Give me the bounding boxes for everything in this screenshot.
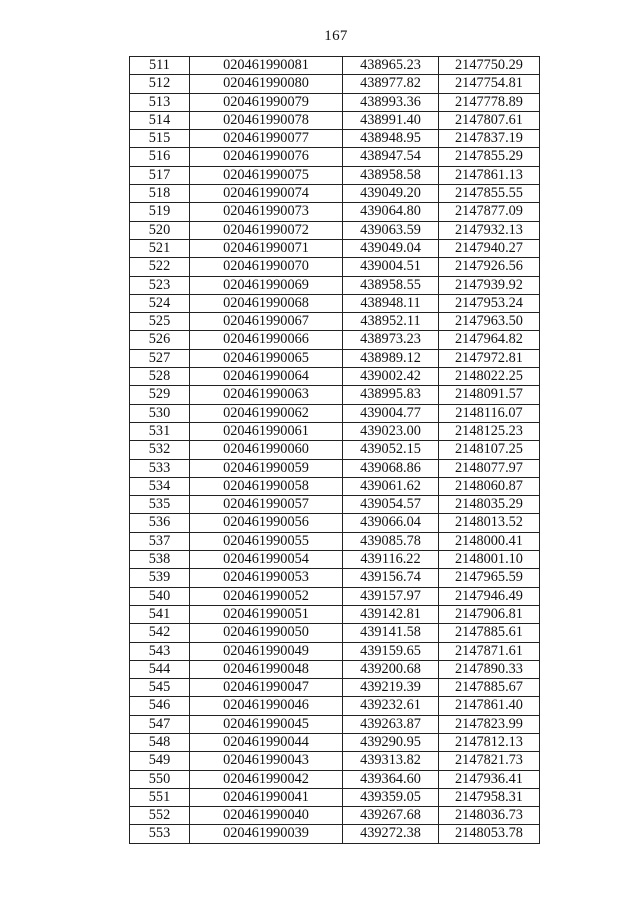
- table-row: [130, 130, 540, 148]
- point-number-cell: 515: [130, 130, 190, 148]
- point-code-cell: 020461990074: [190, 185, 343, 203]
- point-code-cell: 020461990068: [190, 294, 343, 312]
- point-code-cell: 020461990070: [190, 258, 343, 276]
- point-number-cell: 543: [130, 642, 190, 660]
- table-row: [130, 404, 540, 422]
- table-row: [130, 57, 540, 75]
- table-row: [130, 294, 540, 312]
- x-coordinate-cell: 438958.55: [343, 276, 439, 294]
- table-row: [130, 221, 540, 239]
- point-number-cell: 552: [130, 807, 190, 825]
- point-code-cell: 020461990072: [190, 221, 343, 239]
- point-code-cell: 020461990045: [190, 715, 343, 733]
- point-code-cell: 020461990077: [190, 130, 343, 148]
- point-code-cell: 020461990069: [190, 276, 343, 294]
- x-coordinate-cell: 439200.68: [343, 660, 439, 678]
- x-coordinate-cell: 439142.81: [343, 605, 439, 623]
- table-row: [130, 75, 540, 93]
- point-code-cell: 020461990063: [190, 386, 343, 404]
- table-row: [130, 422, 540, 440]
- point-code-cell: 020461990065: [190, 349, 343, 367]
- table-row: [130, 477, 540, 495]
- point-number-cell: 523: [130, 276, 190, 294]
- point-number-cell: 513: [130, 93, 190, 111]
- y-coordinate-cell: 2147877.09: [439, 203, 540, 221]
- point-code-cell: 020461990060: [190, 441, 343, 459]
- point-number-cell: 538: [130, 551, 190, 569]
- point-code-cell: 020461990073: [190, 203, 343, 221]
- table-row: [130, 532, 540, 550]
- x-coordinate-cell: 438977.82: [343, 75, 439, 93]
- y-coordinate-cell: 2147932.13: [439, 221, 540, 239]
- point-number-cell: 534: [130, 477, 190, 495]
- y-coordinate-cell: 2148060.87: [439, 477, 540, 495]
- point-code-cell: 020461990048: [190, 660, 343, 678]
- point-number-cell: 529: [130, 386, 190, 404]
- table-row: [130, 697, 540, 715]
- table-row: [130, 514, 540, 532]
- point-number-cell: 551: [130, 788, 190, 806]
- point-number-cell: 518: [130, 185, 190, 203]
- table-row: [130, 349, 540, 367]
- x-coordinate-cell: 438952.11: [343, 313, 439, 331]
- table-row: [130, 148, 540, 166]
- table-row: [130, 368, 540, 386]
- x-coordinate-cell: 439052.15: [343, 441, 439, 459]
- x-coordinate-cell: 439023.00: [343, 422, 439, 440]
- table-row: [130, 715, 540, 733]
- point-code-cell: 020461990043: [190, 752, 343, 770]
- table-row: [130, 459, 540, 477]
- table-row: [130, 258, 540, 276]
- x-coordinate-cell: 439364.60: [343, 770, 439, 788]
- point-code-cell: 020461990080: [190, 75, 343, 93]
- table-row: [130, 386, 540, 404]
- y-coordinate-cell: 2147965.59: [439, 569, 540, 587]
- point-number-cell: 553: [130, 825, 190, 843]
- point-code-cell: 020461990078: [190, 111, 343, 129]
- table-row: [130, 496, 540, 514]
- point-number-cell: 542: [130, 624, 190, 642]
- point-code-cell: 020461990075: [190, 166, 343, 184]
- point-code-cell: 020461990051: [190, 605, 343, 623]
- y-coordinate-cell: 2148022.25: [439, 368, 540, 386]
- x-coordinate-cell: 438958.58: [343, 166, 439, 184]
- point-number-cell: 519: [130, 203, 190, 221]
- point-code-cell: 020461990044: [190, 733, 343, 751]
- point-code-cell: 020461990047: [190, 679, 343, 697]
- point-code-cell: 020461990079: [190, 93, 343, 111]
- y-coordinate-cell: 2148035.29: [439, 496, 540, 514]
- table-row: [130, 441, 540, 459]
- table-row: [130, 166, 540, 184]
- y-coordinate-cell: 2147861.40: [439, 697, 540, 715]
- y-coordinate-cell: 2147939.92: [439, 276, 540, 294]
- point-number-cell: 516: [130, 148, 190, 166]
- point-number-cell: 550: [130, 770, 190, 788]
- y-coordinate-cell: 2148091.57: [439, 386, 540, 404]
- point-number-cell: 545: [130, 679, 190, 697]
- y-coordinate-cell: 2147750.29: [439, 57, 540, 75]
- x-coordinate-cell: 439049.20: [343, 185, 439, 203]
- x-coordinate-cell: 439064.80: [343, 203, 439, 221]
- y-coordinate-cell: 2147946.49: [439, 587, 540, 605]
- x-coordinate-cell: 439359.05: [343, 788, 439, 806]
- y-coordinate-cell: 2148036.73: [439, 807, 540, 825]
- y-coordinate-cell: 2147953.24: [439, 294, 540, 312]
- point-code-cell: 020461990056: [190, 514, 343, 532]
- x-coordinate-cell: 439232.61: [343, 697, 439, 715]
- y-coordinate-cell: 2147855.29: [439, 148, 540, 166]
- point-code-cell: 020461990067: [190, 313, 343, 331]
- table-row: [130, 239, 540, 257]
- y-coordinate-cell: 2147885.61: [439, 624, 540, 642]
- point-number-cell: 527: [130, 349, 190, 367]
- y-coordinate-cell: 2148125.23: [439, 422, 540, 440]
- table-row: [130, 770, 540, 788]
- y-coordinate-cell: 2147936.41: [439, 770, 540, 788]
- point-number-cell: 548: [130, 733, 190, 751]
- y-coordinate-cell: 2148116.07: [439, 404, 540, 422]
- x-coordinate-cell: 439219.39: [343, 679, 439, 697]
- point-code-cell: 020461990059: [190, 459, 343, 477]
- y-coordinate-cell: 2147871.61: [439, 642, 540, 660]
- point-number-cell: 540: [130, 587, 190, 605]
- point-code-cell: 020461990076: [190, 148, 343, 166]
- table-row: [130, 624, 540, 642]
- point-code-cell: 020461990055: [190, 532, 343, 550]
- table-row: [130, 569, 540, 587]
- page-number: 167: [324, 28, 348, 44]
- point-number-cell: 525: [130, 313, 190, 331]
- table-row: [130, 313, 540, 331]
- x-coordinate-cell: 439004.51: [343, 258, 439, 276]
- point-number-cell: 517: [130, 166, 190, 184]
- y-coordinate-cell: 2147972.81: [439, 349, 540, 367]
- y-coordinate-cell: 2148001.10: [439, 551, 540, 569]
- x-coordinate-cell: 438973.23: [343, 331, 439, 349]
- point-number-cell: 532: [130, 441, 190, 459]
- x-coordinate-cell: 439085.78: [343, 532, 439, 550]
- x-coordinate-cell: 438948.11: [343, 294, 439, 312]
- x-coordinate-cell: 439159.65: [343, 642, 439, 660]
- point-code-cell: 020461990066: [190, 331, 343, 349]
- point-number-cell: 511: [130, 57, 190, 75]
- point-code-cell: 020461990057: [190, 496, 343, 514]
- point-number-cell: 520: [130, 221, 190, 239]
- point-number-cell: 528: [130, 368, 190, 386]
- x-coordinate-cell: 439267.68: [343, 807, 439, 825]
- point-code-cell: 020461990042: [190, 770, 343, 788]
- point-code-cell: 020461990040: [190, 807, 343, 825]
- table-row: [130, 203, 540, 221]
- x-coordinate-cell: 439290.95: [343, 733, 439, 751]
- point-code-cell: 020461990054: [190, 551, 343, 569]
- point-code-cell: 020461990062: [190, 404, 343, 422]
- table-row: [130, 642, 540, 660]
- table-row: [130, 551, 540, 569]
- point-number-cell: 539: [130, 569, 190, 587]
- y-coordinate-cell: 2148013.52: [439, 514, 540, 532]
- x-coordinate-cell: 439068.86: [343, 459, 439, 477]
- table-row: [130, 679, 540, 697]
- point-code-cell: 020461990081: [190, 57, 343, 75]
- table-row: [130, 752, 540, 770]
- y-coordinate-cell: 2147837.19: [439, 130, 540, 148]
- point-number-cell: 546: [130, 697, 190, 715]
- x-coordinate-cell: 439004.77: [343, 404, 439, 422]
- table-row: [130, 111, 540, 129]
- point-number-cell: 537: [130, 532, 190, 550]
- table-row: [130, 331, 540, 349]
- y-coordinate-cell: 2147940.27: [439, 239, 540, 257]
- table-row: [130, 788, 540, 806]
- point-number-cell: 521: [130, 239, 190, 257]
- y-coordinate-cell: 2148000.41: [439, 532, 540, 550]
- x-coordinate-cell: 439263.87: [343, 715, 439, 733]
- table-row: [130, 93, 540, 111]
- y-coordinate-cell: 2147885.67: [439, 679, 540, 697]
- x-coordinate-cell: 438947.54: [343, 148, 439, 166]
- y-coordinate-cell: 2147754.81: [439, 75, 540, 93]
- y-coordinate-cell: 2148077.97: [439, 459, 540, 477]
- point-code-cell: 020461990046: [190, 697, 343, 715]
- point-number-cell: 535: [130, 496, 190, 514]
- x-coordinate-cell: 439066.04: [343, 514, 439, 532]
- point-number-cell: 531: [130, 422, 190, 440]
- point-number-cell: 549: [130, 752, 190, 770]
- x-coordinate-cell: 438989.12: [343, 349, 439, 367]
- table-row: [130, 825, 540, 843]
- y-coordinate-cell: 2147958.31: [439, 788, 540, 806]
- x-coordinate-cell: 438991.40: [343, 111, 439, 129]
- x-coordinate-cell: 439313.82: [343, 752, 439, 770]
- point-code-cell: 020461990058: [190, 477, 343, 495]
- x-coordinate-cell: 439156.74: [343, 569, 439, 587]
- y-coordinate-cell: 2147778.89: [439, 93, 540, 111]
- point-code-cell: 020461990039: [190, 825, 343, 843]
- point-number-cell: 533: [130, 459, 190, 477]
- y-coordinate-cell: 2147823.99: [439, 715, 540, 733]
- x-coordinate-cell: 439054.57: [343, 496, 439, 514]
- point-code-cell: 020461990064: [190, 368, 343, 386]
- x-coordinate-cell: 438995.83: [343, 386, 439, 404]
- x-coordinate-cell: 439141.58: [343, 624, 439, 642]
- x-coordinate-cell: 438965.23: [343, 57, 439, 75]
- point-code-cell: 020461990052: [190, 587, 343, 605]
- point-number-cell: 536: [130, 514, 190, 532]
- x-coordinate-cell: 438948.95: [343, 130, 439, 148]
- point-number-cell: 522: [130, 258, 190, 276]
- x-coordinate-cell: 439002.42: [343, 368, 439, 386]
- x-coordinate-cell: 439049.04: [343, 239, 439, 257]
- y-coordinate-cell: 2148053.78: [439, 825, 540, 843]
- x-coordinate-cell: 439061.62: [343, 477, 439, 495]
- table-row: [130, 185, 540, 203]
- table-row: [130, 733, 540, 751]
- table-row: [130, 605, 540, 623]
- point-number-cell: 530: [130, 404, 190, 422]
- point-number-cell: 514: [130, 111, 190, 129]
- point-number-cell: 547: [130, 715, 190, 733]
- x-coordinate-cell: 439157.97: [343, 587, 439, 605]
- table-row: [130, 660, 540, 678]
- point-code-cell: 020461990050: [190, 624, 343, 642]
- y-coordinate-cell: 2147861.13: [439, 166, 540, 184]
- table-row: [130, 276, 540, 294]
- y-coordinate-cell: 2147821.73: [439, 752, 540, 770]
- y-coordinate-cell: 2147963.50: [439, 313, 540, 331]
- y-coordinate-cell: 2147812.13: [439, 733, 540, 751]
- point-code-cell: 020461990049: [190, 642, 343, 660]
- point-code-cell: 020461990053: [190, 569, 343, 587]
- x-coordinate-cell: 438993.36: [343, 93, 439, 111]
- point-number-cell: 541: [130, 605, 190, 623]
- point-number-cell: 512: [130, 75, 190, 93]
- y-coordinate-cell: 2147807.61: [439, 111, 540, 129]
- point-code-cell: 020461990061: [190, 422, 343, 440]
- y-coordinate-cell: 2147890.33: [439, 660, 540, 678]
- point-code-cell: 020461990041: [190, 788, 343, 806]
- y-coordinate-cell: 2147906.81: [439, 605, 540, 623]
- y-coordinate-cell: 2147855.55: [439, 185, 540, 203]
- x-coordinate-cell: 439272.38: [343, 825, 439, 843]
- point-number-cell: 544: [130, 660, 190, 678]
- point-code-cell: 020461990071: [190, 239, 343, 257]
- table-row: [130, 587, 540, 605]
- coordinate-table: [129, 56, 540, 844]
- x-coordinate-cell: 439116.22: [343, 551, 439, 569]
- table-row: [130, 807, 540, 825]
- x-coordinate-cell: 439063.59: [343, 221, 439, 239]
- y-coordinate-cell: 2147926.56: [439, 258, 540, 276]
- y-coordinate-cell: 2147964.82: [439, 331, 540, 349]
- table-body: [130, 57, 540, 844]
- point-number-cell: 524: [130, 294, 190, 312]
- y-coordinate-cell: 2148107.25: [439, 441, 540, 459]
- point-number-cell: 526: [130, 331, 190, 349]
